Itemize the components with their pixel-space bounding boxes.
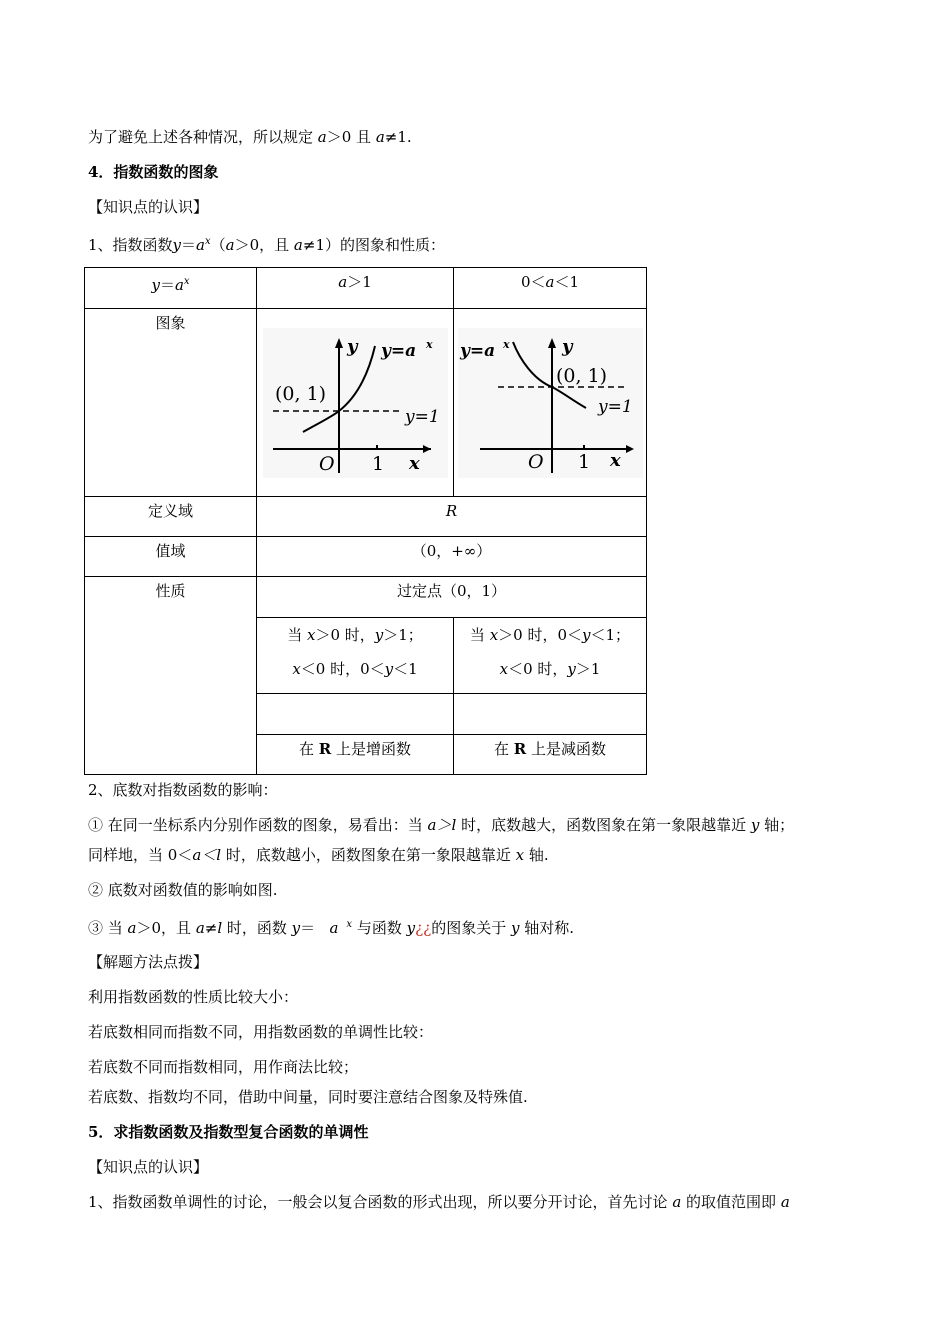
gt1-value-ranges bbox=[257, 618, 454, 694]
section-4-title: 4．指数函数的图象 bbox=[88, 163, 219, 181]
text: 的图象关于 bbox=[431, 919, 511, 937]
graph-decreasing bbox=[458, 328, 643, 478]
text: 与函数 bbox=[352, 919, 407, 937]
var-x: x bbox=[489, 626, 499, 644]
var-y: y bbox=[750, 816, 760, 834]
var-y: y bbox=[151, 276, 160, 294]
var-x: x bbox=[292, 660, 301, 678]
range-value: （0，+∞） bbox=[257, 537, 647, 577]
table-row-range bbox=[85, 537, 647, 577]
y-axis-label: y bbox=[346, 335, 357, 357]
text: ＞1 bbox=[347, 273, 372, 291]
curve-label: y=a bbox=[380, 340, 416, 361]
item-2: ② 底数对函数值的影响如图. bbox=[88, 881, 278, 899]
text: ① 在同一坐标系内分别作函数的图象，易看出：当 bbox=[88, 816, 428, 834]
text: ＞0 时， bbox=[315, 626, 375, 644]
x-axis-label: x bbox=[408, 452, 420, 474]
item-3 bbox=[88, 915, 574, 938]
text: ＜0 时， bbox=[508, 660, 568, 678]
curve-label-exp: x bbox=[502, 337, 510, 351]
var-y: y bbox=[510, 919, 520, 937]
text: 轴； bbox=[759, 816, 795, 834]
var-y: y bbox=[384, 660, 394, 678]
decreasing-text bbox=[454, 735, 647, 775]
method-tag: 【解题方法点拨】 bbox=[88, 953, 209, 971]
var-a: a bbox=[545, 273, 555, 291]
table-row-header bbox=[85, 268, 647, 309]
origin-label: O bbox=[318, 452, 335, 475]
method-line: 若底数不同而指数相同，用作商法比较； bbox=[88, 1058, 359, 1076]
garbled-symbol: ¿¿ bbox=[415, 919, 432, 937]
section-5-title: 5．求指数函数及指数型复合函数的单调性 bbox=[88, 1123, 369, 1141]
text: ＞1； bbox=[383, 626, 423, 644]
domain-value: R bbox=[257, 497, 647, 537]
method-line: 若底数相同而指数不同，用指数函数的单调性比较： bbox=[88, 1023, 434, 1041]
header-a-lt-1 bbox=[454, 268, 647, 309]
row-label-graph: 图象 bbox=[85, 309, 257, 497]
text: 0＜ bbox=[520, 273, 546, 291]
table-row-graph bbox=[85, 309, 647, 497]
var-a: a＜l bbox=[192, 846, 222, 864]
exp-x: x bbox=[183, 276, 190, 287]
text: 上是减函数 bbox=[526, 740, 607, 758]
y-axis-arrow-icon bbox=[548, 338, 556, 348]
var-y: y bbox=[567, 660, 576, 678]
var-a: a bbox=[293, 236, 303, 254]
text: 轴. bbox=[524, 846, 549, 864]
curve-label-exp: x bbox=[425, 337, 433, 351]
text: （ bbox=[210, 236, 226, 254]
graph-increasing bbox=[263, 328, 448, 478]
var-x: x bbox=[306, 626, 316, 644]
var-y: y bbox=[291, 919, 301, 937]
text: ＝ bbox=[159, 276, 175, 294]
table-row-domain bbox=[85, 497, 647, 537]
gt1-line-1 bbox=[261, 620, 449, 654]
graph-cell-increasing bbox=[257, 309, 454, 497]
text: 轴对称. bbox=[519, 919, 574, 937]
curve-label: y=a bbox=[459, 340, 495, 361]
text: 时，函数 bbox=[222, 919, 292, 937]
text: ＞1 bbox=[575, 660, 601, 678]
text: 当 bbox=[287, 626, 307, 644]
asymptote-label: y=1 bbox=[404, 406, 440, 427]
var-y: y bbox=[406, 919, 416, 937]
var-a: a bbox=[174, 276, 184, 294]
header-function bbox=[85, 268, 257, 309]
var-a: a＞l bbox=[427, 816, 457, 834]
point-1-line bbox=[88, 232, 445, 255]
var-y: y bbox=[172, 236, 182, 254]
text: ＞0 时，0＜ bbox=[498, 626, 583, 644]
lt1-line-1 bbox=[458, 620, 642, 654]
var-a: a bbox=[225, 236, 235, 254]
text: 1、指数函数单调性的讨论，一般会以复合函数的形式出现，所以要分开讨论，首先讨论 bbox=[88, 1193, 673, 1211]
text: 在 bbox=[298, 740, 319, 758]
var-a: a bbox=[196, 236, 205, 254]
graph-cell-decreasing bbox=[454, 309, 647, 497]
lt1-line-2 bbox=[458, 654, 642, 688]
lt1-value-ranges bbox=[454, 618, 647, 694]
tick-1-label: 1 bbox=[577, 450, 590, 473]
knowledge-tag-2: 【知识点的认识】 bbox=[88, 1158, 209, 1176]
empty-cell bbox=[454, 694, 647, 735]
text: 时，底数越大，函数图象在第一象限越靠近 bbox=[456, 816, 751, 834]
text: 同样地，当 0＜ bbox=[88, 846, 193, 864]
text: ＞0，且 bbox=[234, 236, 294, 254]
method-line: 利用指数函数的性质比较大小： bbox=[88, 988, 299, 1006]
text: ③ 当 bbox=[88, 919, 128, 937]
intro-text: 为了避免上述各种情况，所以规定 bbox=[88, 128, 318, 146]
fixed-point-text: 过定点（0，1） bbox=[257, 577, 647, 618]
var-a: a≠l bbox=[195, 919, 223, 937]
gt1-line-2 bbox=[261, 654, 449, 688]
text: 时，底数越小，函数图象在第一象限越靠近 bbox=[221, 846, 516, 864]
text: ≠1）的图象和性质： bbox=[302, 236, 445, 254]
text: ＜0 时，0＜ bbox=[300, 660, 385, 678]
var-a: a bbox=[672, 1193, 682, 1211]
header-a-gt-1 bbox=[257, 268, 454, 309]
text: ＞0，且 bbox=[136, 919, 196, 937]
set-R: R bbox=[318, 740, 332, 758]
var-x: x bbox=[515, 846, 525, 864]
increasing-text bbox=[257, 735, 454, 775]
var-a: a bbox=[780, 1193, 790, 1211]
text: 在 bbox=[493, 740, 514, 758]
text: 的取值范围即 bbox=[681, 1193, 781, 1211]
method-line: 若底数、指数均不同，借助中间量，同时要注意结合图象及特殊值. bbox=[88, 1088, 528, 1106]
var-a: a bbox=[317, 128, 327, 146]
table-row-fixed-point bbox=[85, 577, 647, 618]
tick-1-label: 1 bbox=[371, 452, 384, 475]
item-1-line-2 bbox=[88, 845, 549, 865]
x-axis-label: x bbox=[609, 449, 621, 471]
exp-x: x bbox=[205, 236, 211, 247]
text: 上是增函数 bbox=[331, 740, 412, 758]
text: ＜1 bbox=[554, 273, 580, 291]
intro-line bbox=[88, 127, 412, 147]
text: ＝ bbox=[300, 919, 330, 937]
origin-label: O bbox=[527, 450, 544, 473]
intro-text: ＞0 且 bbox=[326, 128, 376, 146]
item-1-line-1 bbox=[88, 815, 794, 835]
x-axis-arrow-icon bbox=[626, 445, 634, 453]
var-x: x bbox=[499, 660, 509, 678]
intro-text: ≠1. bbox=[384, 128, 412, 146]
text: ＜1 bbox=[393, 660, 418, 678]
text: 1、指数函数 bbox=[88, 236, 173, 254]
var-a: a bbox=[375, 128, 385, 146]
asymptote-label: y=1 bbox=[597, 396, 633, 417]
point-label: (0, 1) bbox=[555, 364, 607, 387]
var-y: y bbox=[582, 626, 591, 644]
row-label-range: 值域 bbox=[85, 537, 257, 577]
exp-function-properties-table bbox=[84, 267, 647, 775]
var-a: a bbox=[329, 919, 339, 937]
row-label-domain: 定义域 bbox=[85, 497, 257, 537]
row-label-properties: 性质 bbox=[85, 577, 257, 775]
last-line bbox=[88, 1192, 790, 1212]
exp-x: x bbox=[346, 919, 353, 930]
set-R: R bbox=[513, 740, 527, 758]
point-2: 2、底数对指数函数的影响： bbox=[88, 781, 278, 799]
text: ＝ bbox=[181, 236, 197, 254]
point-label: (0, 1) bbox=[274, 382, 326, 405]
x-axis-arrow-icon bbox=[423, 445, 431, 453]
var-a: a bbox=[338, 273, 348, 291]
knowledge-tag: 【知识点的认识】 bbox=[88, 198, 209, 216]
y-axis-label: y bbox=[561, 335, 572, 357]
text: 当 bbox=[469, 626, 490, 644]
empty-cell bbox=[257, 694, 454, 735]
y-axis-arrow-icon bbox=[335, 338, 343, 348]
text: ＜1； bbox=[590, 626, 631, 644]
var-a: a bbox=[127, 919, 137, 937]
var-y: y bbox=[374, 626, 384, 644]
